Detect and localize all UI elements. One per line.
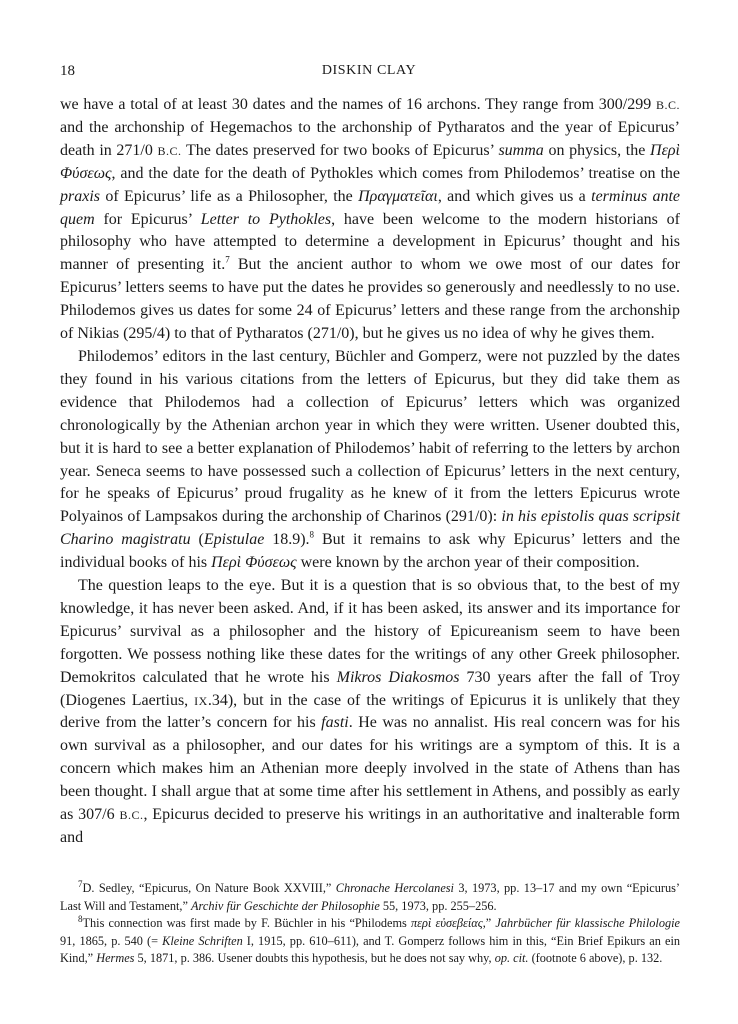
footnote-marker: 7: [78, 878, 83, 889]
text-run: 3, 1973, pp. 13–17 and my own “Epicurus’ Last Will and Testament,”: [60, 881, 680, 913]
text-run: 730 years after the fall of Troy (Diogenes Laertius,: [60, 668, 681, 709]
text-run: 5, 1871, p. 386. Usener doubts this hypothesis, but he does not say why,: [134, 951, 495, 965]
body-text: [60, 94, 680, 850]
small-caps-text: B.C.: [655, 98, 680, 112]
text-run: Philodemos’ editors in the last century, Büchler and Gomperz, were not puzzled by the dates they found in his various citations from the letters of Epicurus, but they did take them as evidence that Philodemos had a collection of Epicurus’ letters which was organized chronologically by the Athenian archon year in which they were written. Usener doubted this, but it is hard to see a better explanation of Philodemos’ habit of referring to the letters by archon year. Seneca seems to have possessed such a collection of Epicurus’ letters in the next century, for he speaks of Epicurus’ proud frugality as he knew of it from the letters Epicurus wrote Polyainos of Lampsakos during the archonship of Charinos (291/0):: [60, 347, 680, 526]
small-caps-text: IX: [194, 693, 208, 708]
italic-text: in his epistolis quas scripsit Charino magistratu: [60, 508, 681, 549]
paragraph: [60, 575, 680, 850]
page-number: 18: [60, 63, 75, 79]
italic-text: fasti: [321, 714, 349, 732]
small-caps-text: B.C.: [157, 143, 182, 158]
text-run: .34), but in the case of the writings of Epicurus it is unlikely that they derive from the latter’s concern for his: [60, 691, 680, 732]
italic-text: Περὶ Φύσεως: [211, 554, 297, 572]
italic-text: Περὶ Φύσεως: [60, 141, 680, 182]
footnote: [60, 915, 680, 968]
text-run: D. Sedley, “Epicurus, On Nature Book XXVIII,”: [82, 881, 336, 895]
italic-text: Kleine Schriften: [162, 933, 243, 948]
italic-text: praxis: [60, 187, 100, 205]
italic-text: Jahrbücher für klassische Philologie: [495, 916, 680, 930]
footnotes: [60, 880, 680, 968]
italic-text: Epistulae: [203, 531, 265, 549]
italic-text: terminus ante quem: [60, 187, 681, 228]
text-run: and the archonship of Hegemachos to the archonship of Pytharatos and the year of Epicurus’ death in 271/0: [60, 118, 680, 159]
text-run: 55, 1973, pp. 255–256.: [379, 898, 497, 913]
text-run: we have a total of at least 30 dates and the names of 16 archons. They range from 300/299: [60, 96, 656, 113]
footnote-marker: 8: [309, 529, 315, 540]
paragraph: [60, 346, 680, 575]
text-run: This connection was first made by F. Büchler in his “Philodems: [82, 916, 411, 930]
italic-text: Mikros Diakosmos: [336, 668, 460, 686]
text-run: (: [190, 531, 204, 549]
text-run: The question leaps to the eye. But it is a question that is so obvious that, to the best of my knowledge, it has never been asked. And, if it has been asked, its answer and its importance for Epicurus’ survival as a philosopher and the history of Epicureanism seem to have been forgotten. We possess nothing like these dates for the writings of any other Greek philosopher. Demokritos calculated that he wrote his: [60, 577, 680, 686]
footnote-marker: 8: [78, 913, 83, 924]
text-run: for Epicurus’: [94, 210, 201, 228]
text-run: of Epicurus’ life as a Philosopher, the: [100, 187, 359, 205]
text-run: ,”: [482, 916, 496, 930]
footnote-marker: 7: [225, 255, 230, 266]
text-run: But it remains to ask why Epicurus’ letters and the individual books of his: [60, 531, 680, 572]
small-caps-text: B.C.: [119, 808, 144, 823]
footnote: [60, 880, 680, 915]
italic-text: Chronache Hercolanesi: [335, 881, 454, 895]
text-run: , and the date for the death of Pythokles which comes from Philodemos’ treatise on the: [111, 164, 680, 182]
text-run: were known by the archon year of their composition.: [296, 554, 640, 572]
italic-text: περὶ εὐσεβείας: [411, 916, 483, 930]
text-run: (footnote 6 above), p. 132.: [528, 951, 663, 965]
running-head: DISKIN CLAY: [321, 63, 417, 78]
italic-text: Archiv für Geschichte der Philosophie: [191, 898, 380, 913]
text-run: . He was no annalist. His real concern was for his own survival as a philosopher, and our dates for his writings are a symptom of this. It is a concern which makes him an Athenian more deeply involved in the state of Athens than has been thought. I shall argue that at some time after his settlement in Athens, and possibly as early as 307/6: [60, 714, 681, 824]
paragraph: [60, 94, 680, 346]
italic-text: summa: [498, 141, 544, 159]
italic-text: op. cit.: [494, 951, 529, 965]
italic-text: Hermes: [96, 951, 135, 965]
text-run: , Epicurus decided to preserve his writings in an authoritative and inalterable form and: [60, 806, 680, 846]
text-run: , have been welcome to the modern historians of philosophy who have attempted to determine a development in Epicurus’ thought and his manner of presenting it.: [60, 210, 681, 274]
page-header: [0, 63, 738, 83]
italic-text: Letter to Pythokles: [200, 210, 332, 228]
text-run: The dates preserved for two books of Epicurus’: [181, 141, 499, 159]
text-run: But the ancient author to whom we owe most of our dates for Epicurus’ letters seems to have put the dates he provides so generously and needlessly to no use. Philodemos gives us dates for some 24 of Epicurus’ letters and these range from the archonship of Nikias (295/4) to that of Pytharatos (271/0), but he gives us no idea of why he gives them.: [60, 256, 681, 343]
text-run: , and which gives us a: [437, 187, 592, 205]
text-run: I, 1915, pp. 610–611), and T. Gomperz follows him in this, “Ein Brief Epikurs an ein Kind,”: [60, 933, 681, 965]
text-run: 91, 1865, p. 540 (=: [60, 933, 163, 948]
italic-text: Πραγματεῖαι: [358, 187, 438, 205]
text-run: on physics, the: [543, 141, 651, 159]
text-run: 18.9).: [264, 531, 310, 549]
